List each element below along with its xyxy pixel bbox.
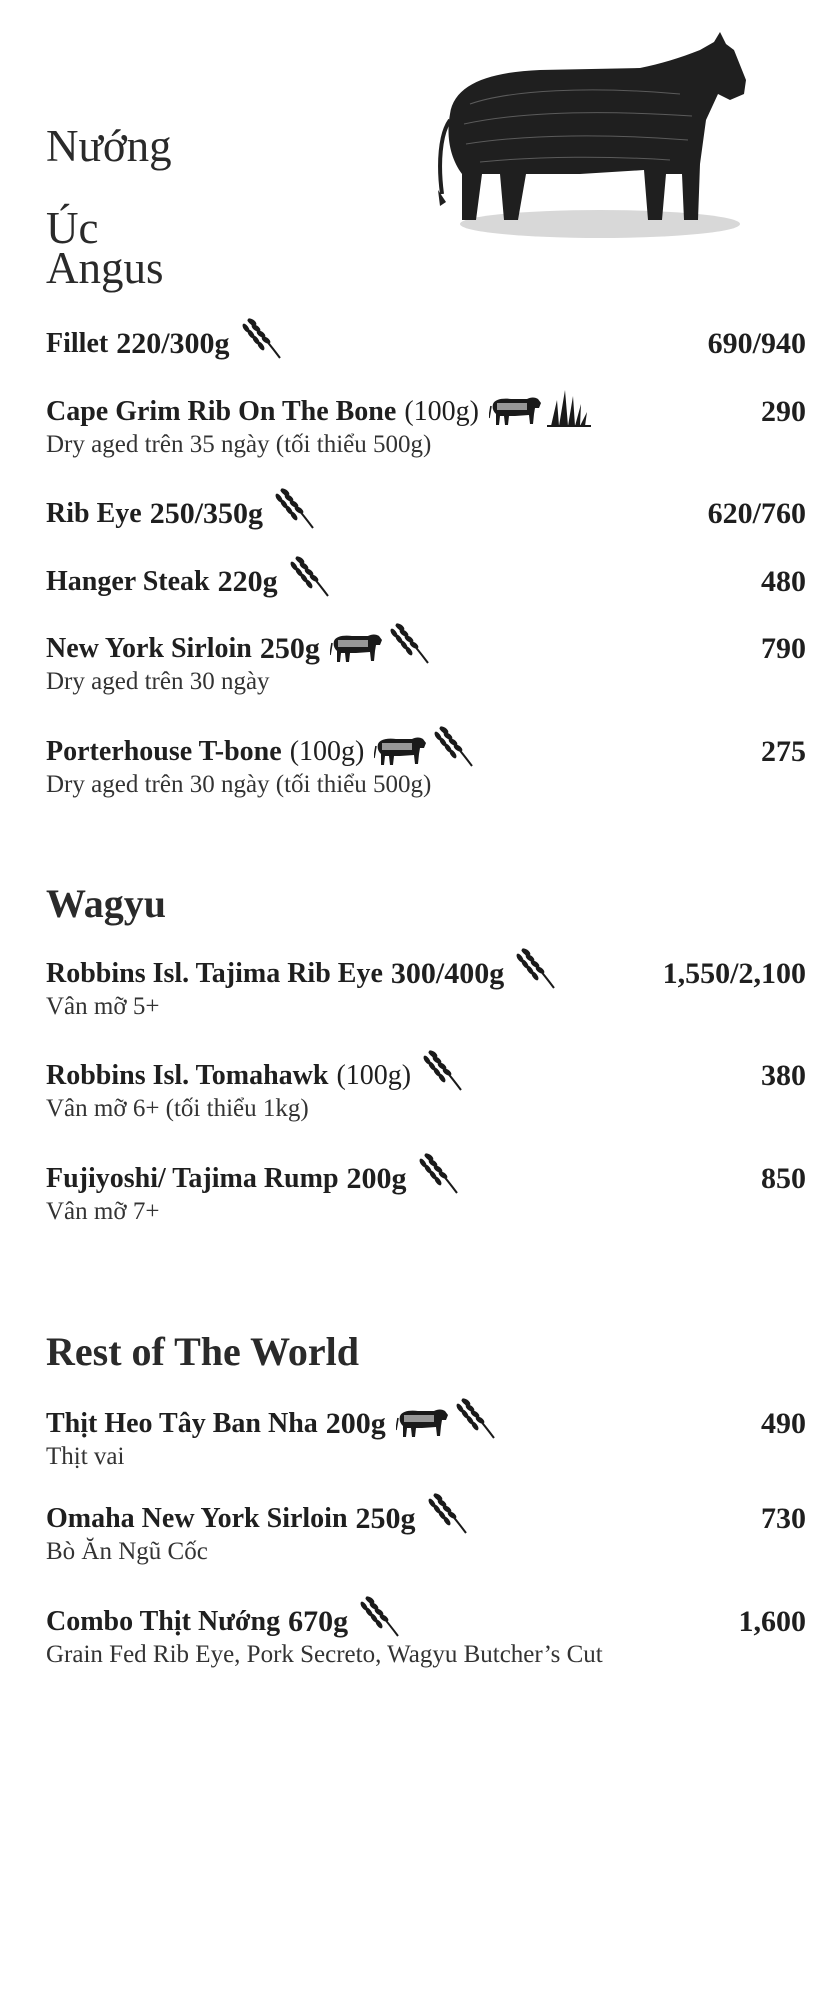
menu-item-price: 490 (761, 1407, 806, 1440)
menu-item-weight: 300/400g (390, 957, 505, 990)
menu-item-description: Bò Ăn Ngũ Cốc (46, 1538, 208, 1565)
menu-item (46, 1052, 806, 1124)
menu-item-name: Robbins Isl. Tomahawk (46, 1060, 329, 1091)
wheat-icon (417, 1151, 461, 1195)
menu-item-description: Thịt vai (46, 1443, 125, 1470)
wheat-icon (454, 1396, 498, 1440)
menu-item-weight: 200g (325, 1407, 386, 1440)
menu-item-price: 620/760 (707, 497, 806, 530)
wheat-icon (288, 554, 332, 598)
menu-item-icons (485, 384, 591, 428)
menu-item-icons (354, 1594, 402, 1638)
menu-item-name: Thịt Heo Tây Ban Nha (46, 1408, 318, 1439)
menu-item-weight: 220g (217, 565, 278, 598)
menu-item-price: 1,550/2,100 (662, 957, 806, 990)
menu-item (46, 1495, 806, 1567)
menu-item-description: Vân mỡ 5+ (46, 993, 160, 1020)
menu-item-icons (370, 724, 476, 768)
menu-item-description: Vân mỡ 6+ (tối thiểu 1kg) (46, 1095, 309, 1122)
menu-item-description: Dry aged trên 35 ngày (tối thiểu 500g) (46, 431, 432, 458)
menu-item-icons (284, 554, 332, 598)
menu-item-price: 690/940 (707, 327, 806, 360)
menu-item (46, 1400, 806, 1472)
menu-item-unit: (100g) (336, 1060, 412, 1091)
menu-item-name: Cape Grim Rib On The Bone (46, 396, 397, 427)
menu-item-weight: 220/300g (116, 327, 230, 360)
wheat-icon (240, 316, 284, 360)
cow-icon (374, 734, 428, 768)
menu-item-name: Fillet (46, 328, 109, 359)
wheat-icon (432, 724, 476, 768)
menu-item-icons (392, 1396, 498, 1440)
cow-icon (330, 631, 384, 665)
menu-item-icons (326, 621, 432, 665)
wheat-icon (426, 1491, 470, 1535)
menu-item (46, 1155, 806, 1227)
cow-illustration (430, 24, 760, 244)
menu-item-weight: 200g (346, 1162, 407, 1195)
wheat-icon (358, 1594, 402, 1638)
menu-item-name: Omaha New York Sirloin (46, 1503, 348, 1534)
menu-item (46, 950, 806, 1022)
menu-item-price: 290 (761, 395, 806, 428)
menu-item-name: Robbins Isl. Tajima Rib Eye (46, 958, 383, 989)
menu-item-icons (269, 486, 317, 530)
menu-item-icons (413, 1151, 461, 1195)
menu-item-icons (510, 946, 558, 990)
menu-item-description: Grain Fed Rib Eye, Pork Secreto, Wagyu Butcher’s Cut (46, 1641, 603, 1668)
section-title-wagyu: Wagyu (46, 881, 167, 926)
cow-icon (489, 394, 543, 428)
menu-item (46, 320, 806, 360)
section-title-line: Úc (46, 203, 99, 253)
menu-item-weight: 250g (355, 1502, 416, 1535)
menu-item (46, 490, 806, 530)
menu-item-name: Combo Thịt Nướng (46, 1606, 281, 1637)
menu-item (46, 625, 806, 697)
menu-item-name: Hanger Steak (46, 566, 210, 597)
menu-item-weight: 670g (288, 1605, 349, 1638)
menu-item-unit: (100g) (289, 736, 365, 767)
menu-item (46, 388, 806, 460)
menu-item-price: 730 (761, 1502, 806, 1535)
grass-icon (547, 384, 591, 428)
menu-item (46, 728, 806, 800)
menu-item-price: 480 (761, 565, 806, 598)
menu-item-icons (236, 316, 284, 360)
menu-item-name: New York Sirloin (46, 633, 252, 664)
menu-item-price: 275 (761, 735, 806, 768)
section-title-rest-of-world: Rest of The World (46, 1329, 359, 1374)
menu-item-description: Dry aged trên 30 ngày (tối thiểu 500g) (46, 771, 432, 798)
menu-item-price: 380 (761, 1059, 806, 1092)
menu-item-weight: 250g (259, 632, 320, 665)
menu-item (46, 1598, 806, 1670)
wheat-icon (388, 621, 432, 665)
menu-item-description: Dry aged trên 30 ngày (46, 668, 270, 695)
menu-item (46, 558, 806, 598)
wheat-icon (514, 946, 558, 990)
menu-item-icons (417, 1048, 465, 1092)
menu-item-price: 850 (761, 1162, 806, 1195)
menu-item-price: 790 (761, 632, 806, 665)
menu-item-name: Porterhouse T-bone (46, 736, 282, 767)
section-title-line: Angus (46, 243, 164, 293)
page-title: Nướng (46, 121, 172, 171)
menu-item-weight: 250/350g (149, 497, 264, 530)
menu-item-icons (422, 1491, 470, 1535)
cow-icon (396, 1406, 450, 1440)
menu-item-name: Rib Eye (46, 498, 142, 529)
wheat-icon (273, 486, 317, 530)
menu-item-name: Fujiyoshi/ Tajima Rump (46, 1163, 339, 1194)
section-title-australia-angus (46, 203, 164, 293)
menu-item-unit: (100g) (404, 396, 479, 427)
wheat-icon (421, 1048, 465, 1092)
menu-item-price: 1,600 (738, 1605, 806, 1638)
menu-item-description: Vân mỡ 7+ (46, 1198, 160, 1225)
